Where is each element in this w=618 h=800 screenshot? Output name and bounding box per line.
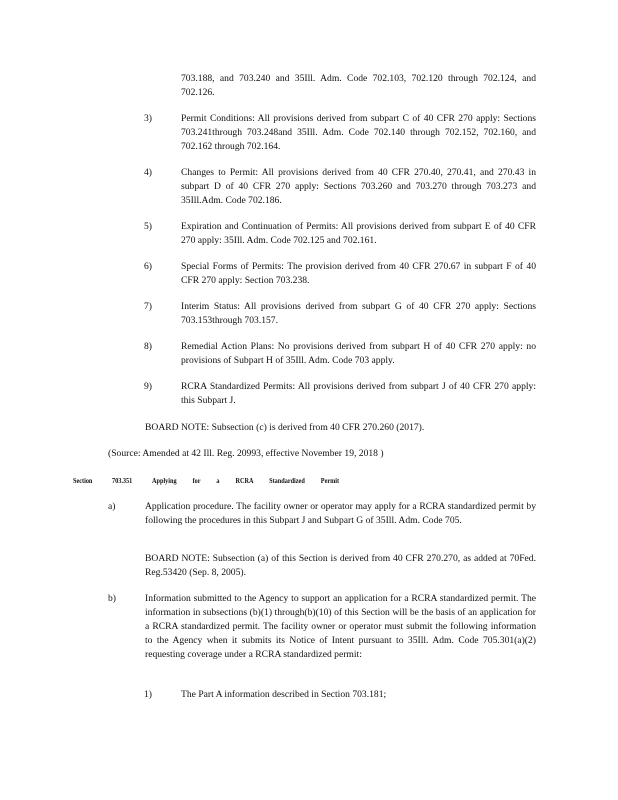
item-8-text: Remedial Action Plans: No provisions derived from subpart H of 40 CFR 270 apply: no provisions of Subpart H of 35Ill. Adm. Code 703 apply. bbox=[181, 341, 536, 366]
intro-continuation-text: 703.188, and 703.240 and 35Ill. Adm. Code 702.103, 702.120 through 702.124, and 702.126. bbox=[181, 73, 536, 98]
item-3-text: Permit Conditions: All provisions derived from subpart C of 40 CFR 270 apply: Sections 703.241through 703.248and 35Ill. Adm. Code 702.140 through 702.152, 702.160, and 702.162 through 702.164. bbox=[181, 113, 536, 152]
item-7-text: Interim Status: All provisions derived from subpart G of 40 CFR 270 apply: Sections 703.153through 703.157. bbox=[181, 301, 536, 326]
item-9-text: RCRA Standardized Permits: All provisions derived from subpart J of 40 CFR 270 apply: this Subpart J. bbox=[181, 381, 536, 406]
subsection-b-letter: b) bbox=[108, 593, 116, 604]
item-6-text: Special Forms of Permits: The provision derived from 40 CFR 270.67 in subpart F of 40 CFR 270 apply: Section 703.238. bbox=[181, 261, 536, 286]
board-note-c: BOARD NOTE: Subsection (c) is derived from 40 CFR 270.260 (2017). bbox=[145, 422, 425, 433]
section-number: 703.351 bbox=[112, 476, 133, 485]
item-8-number: 8) bbox=[144, 341, 152, 352]
subsection-a-board-note: BOARD NOTE: Subsection (a) of this Section is derived from 40 CFR 270.270, as added at 70Fed. Reg.53420 (Sep. 8, 2005). bbox=[145, 553, 536, 578]
subsection-a-letter: a) bbox=[108, 501, 116, 512]
subsection-b-text: Information submitted to the Agency to support an application for a RCRA standardized permit. The information in subsections (b)(1) through(b)(10) of this Section will be the basis of an application for a RCRA standardized permit. The facility owner or operator must submit the following information to the Agency when it submits its Notice of Intent pursuant to 35Ill. Adm. Code 705.301(a)(2) requesting coverage under a RCRA standardized permit: bbox=[145, 593, 536, 660]
section-label: Section bbox=[73, 476, 93, 485]
item-6-number: 6) bbox=[144, 261, 152, 272]
subsection-b-item-1-text: The Part A information described in Section 703.181; bbox=[181, 689, 387, 700]
source-note: (Source: Amended at 42 Ill. Reg. 20993, effective November 19, 2018 ) bbox=[108, 448, 384, 459]
item-3-number: 3) bbox=[144, 113, 152, 124]
section-title: Applying for a RCRA Standardized Permit bbox=[152, 476, 340, 485]
item-4-text: Changes to Permit: All provisions derived from 40 CFR 270.40, 270.41, and 270.43 in subpart D of 40 CFR 270 apply: Sections 703.260 and 703.270 through 703.273 and 35Ill.Adm. Code 702.186. bbox=[181, 167, 536, 206]
item-5-number: 5) bbox=[144, 221, 152, 232]
item-7-number: 7) bbox=[144, 301, 152, 312]
item-5-text: Expiration and Continuation of Permits: All provisions derived from subpart E of 40 CFR 270 apply: 35Ill. Adm. Code 702.125 and 702.161. bbox=[181, 221, 536, 246]
item-4-number: 4) bbox=[144, 167, 152, 178]
subsection-a-text: Application procedure. The facility owner or operator may apply for a RCRA standardized permit by following the procedures in this Subpart J and Subpart G of 35Ill. Adm. Code 705. bbox=[145, 501, 536, 526]
item-9-number: 9) bbox=[144, 381, 152, 392]
subsection-b-item-1-number: 1) bbox=[144, 689, 152, 700]
